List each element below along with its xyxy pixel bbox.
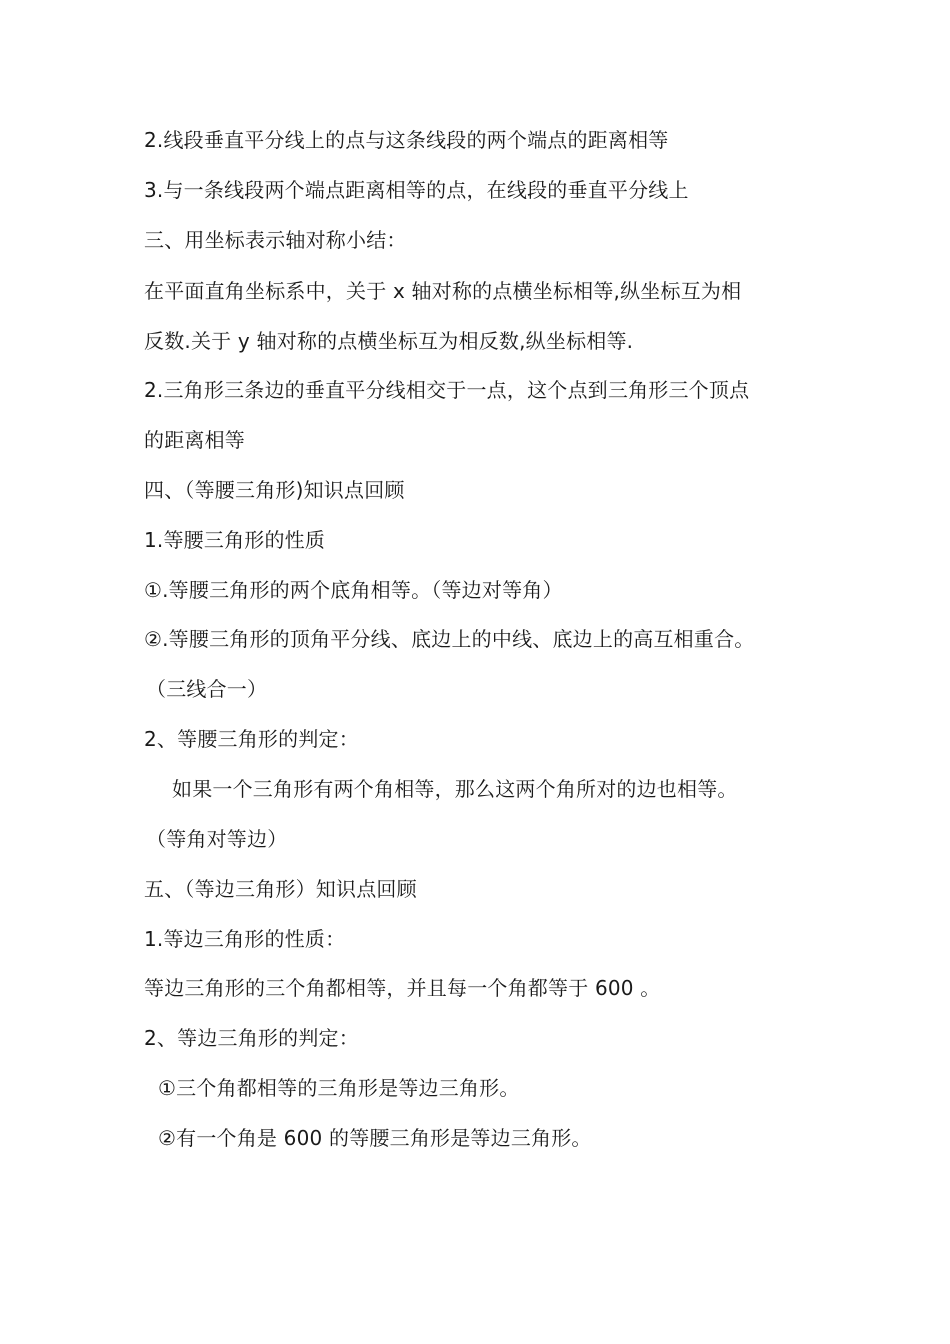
section-heading: 四、（等腰三角形)知识点回顾 (144, 478, 405, 502)
text-line: ①三个角都相等的三角形是等边三角形。 (158, 1076, 520, 1100)
text-line: 如果一个三角形有两个角相等，那么这两个角所对的边也相等。 (172, 777, 738, 801)
text-line: 2.三角形三条边的垂直平分线相交于一点，这个点到三角形三个顶点 (144, 378, 750, 402)
text-line: ①.等腰三角形的两个底角相等。（等边对等角） (144, 578, 563, 602)
text-line: 反数.关于 y 轴对称的点横坐标互为相反数,纵坐标相等. (144, 329, 634, 353)
text-line: （等角对等边） (146, 827, 288, 851)
text-line: 2.线段垂直平分线上的点与这条线段的两个端点的距离相等 (144, 128, 669, 152)
text-line: 在平面直角坐标系中，关于 x 轴对称的点横坐标相等,纵坐标互为相 (144, 279, 742, 303)
subheading: 1.等边三角形的性质： (144, 927, 346, 951)
text-line: 的距离相等 (144, 428, 245, 452)
text-line: ②.等腰三角形的顶角平分线、底边上的中线、底边上的高互相重合。 (144, 627, 755, 651)
text-line: ②有一个角是 600 的等腰三角形是等边三角形。 (158, 1126, 592, 1150)
section-heading: 三、用坐标表示轴对称小结： (144, 228, 407, 252)
section-heading: 五、（等边三角形）知识点回顾 (144, 877, 417, 901)
text-line: 等边三角形的三个角都相等，并且每一个角都等于 600 。 (144, 976, 661, 1000)
text-line: 3.与一条线段两个端点距离相等的点，在线段的垂直平分线上 (144, 178, 689, 202)
subheading: 2、等腰三角形的判定： (144, 727, 359, 751)
subheading: 2、等边三角形的判定： (144, 1026, 359, 1050)
text-line: （三线合一） (146, 677, 268, 701)
subheading: 1.等腰三角形的性质 (144, 528, 326, 552)
